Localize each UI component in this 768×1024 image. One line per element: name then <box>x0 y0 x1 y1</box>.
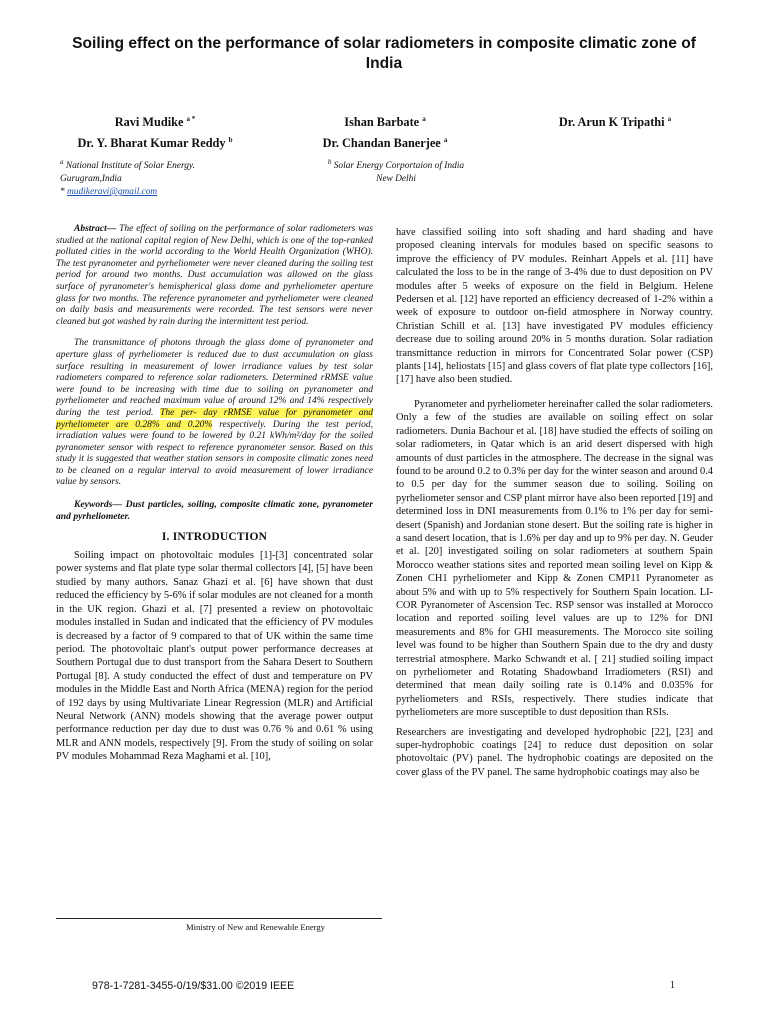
paper-title: Soiling effect on the performance of solar radiometers in composite climatic zone of India <box>72 35 696 72</box>
author-column-3 <box>520 110 710 131</box>
author-name: Dr. Y. Bharat Kumar Reddy <box>77 136 226 151</box>
section-heading: I. INTRODUCTION <box>161 531 268 544</box>
keywords-text: Dust particles, soiling, composite climatic zone, pyranometer and pyrheliometer. <box>56 499 373 523</box>
author-affil-marker: a <box>422 115 426 123</box>
author-entry <box>60 131 250 152</box>
affiliation-a-line2: Gurugram,India <box>60 174 122 185</box>
affiliation-b-line1 <box>296 156 496 173</box>
body-paragraph-2: Pyranometer and pyrheliometer hereinafter called the solar radiometers. Only a few of the studies are available on soiling effect on solar radiometers. Dunia Bachour et al. [18] have studied the effects of soiling on solar radiometers, in Qatar which is an arid desert dispersed with high amounts of dust particles in the atmosphere. The decrease in the signal was found to be around 0.2 to 0.3% per day for the winter season and around 0.4 to 0.5 per day for the summer season due to soiling. Soiling on pyrheliometer sensor and CSP plant mirror have also been reported [19] and determined loss in DNI measurements from 0.1% to 1% per day for semi-desert (Spanish) and Jordanian stone desert. But the soiling rate is higher in a sand desert location, that is 1.6% per day and up to 9% per day. N. Geuder et al. [20] investigated soiling on solar radiometers at southern Spain Morocco weather stations sites and reported mean soiling level on Kipp & Zonen CH1 pyrheliometer and Kipp & Zonen CMP11 Pyranometer as about 5% and with up to 5% respectively for Southern Spain location. LI-COR Pyranometer of Ascension Tec. RSP sensor was installed at Morocco location and reported soiling level values are up to 12% for DNI measurements and 8% for GHI measurements. The Morocco site soiling level was found to be higher than Southern Spain due to the dry and dusty terrestrial atmosphere. Marko Schwandt et al. [ 21] studied soiling impact on pyrheliometer and Rotating Shadowband Irradiometers (RSI) and determined that mean daily soiling rate is 0.14% and 0.035% for pyrheliometers and RSIs, respectively. There studies indicate that pyrheliometers are more susceptible to dust deposition than RSIs. <box>396 398 713 719</box>
affil-text: National Institute of Solar Energy. <box>65 161 195 172</box>
author-affil-marker: b <box>228 136 233 145</box>
keywords <box>56 499 373 523</box>
author-entry <box>290 131 480 152</box>
body-paragraph-3: Researchers are investigating and developed hydrophobic [22], [23] and super-hydrophobic coatings [24] to reduce dust deposition on solar photovoltaic (PV) panel. The hydrophobic coatings are deposited on the cover glass of the PV panel. The same hydrophobic coatings may also be <box>396 726 713 778</box>
author-name: Ishan Barbate <box>344 115 420 130</box>
author-entry <box>290 110 480 131</box>
intro-paragraph: Soiling impact on photovoltaic modules [1]-[3] concentrated solar power systems and flat plate type solar thermal collectors [4], [5] have been studied by many authors. Sanaz Ghazi et al. [6] have shown that dust reduced the efficiency by 5-6% if solar modules are not cleaned for a month in the UK region. Ghazi et al. [7] presented a review on photovoltaic modules installed in Sudan and indicated that the efficiency of PV modules is decreased by a factor of 9 compared to that of UK within the same time period. The photovoltaic plant's output power performance decreases at Southern Portugal due to dust transport from the Sahara Desert to Southern Portugal [8]. A study conducted the effect of dust and temperature on PV modules in the Middle East and North Africa (MENA) region for the period of 192 days by using Multivariate Linear Regression (MLR) and Artificial Neural Network (ANN) models showing that the average power output performance reduction per day due to dust was 0.76 % and 0.61 % using MLR and ANN models, respectively [9]. From the study of soiling on solar PV modules Mohammad Reza Maghami et al. [10], <box>56 550 373 763</box>
funding-footnote: Ministry of New and Renewable Energy <box>186 922 325 932</box>
footnote-divider <box>56 918 382 919</box>
author-affil-marker: a <box>443 136 448 145</box>
abstract-text: The transmittance of photons through the glass dome of pyranometer and aperture glass of pyrheliometer is reduced due to dust accumulation on glass surface resulting in measurement of lower irradiance values by test solar radiometers compared to reference solar radiometers. Determined rRMSE value were found to be increasing with time due to soiling on pyranometer and pyrheliometer and reached maximum value of around 12% and 14% respectively during the test period. <box>56 338 373 418</box>
highlighted-text: The per- day rRMSE value for pyranometer and pyrheliometer are 0.28% and 0.20% <box>56 407 373 430</box>
affiliation-b <box>296 156 496 186</box>
author-affil-marker: a * <box>186 115 196 123</box>
author-column-2 <box>290 110 480 152</box>
affiliation-b-line2: New Delhi <box>376 174 416 185</box>
left-column <box>56 224 373 764</box>
copyright-line: 978-1-7281-3455-0/19/$31.00 ©2019 IEEE <box>92 980 295 992</box>
abstract-text: respectively. During the test period, irradiation values were found to be lowered by 0.21 kWh/m²/day for the soiled pyranometer sensor with respect to reference pyranometer sensor. Based on this study it is suggested that weather station sensors in composite climatic zones need to be cleaned on a regular interval to avoid measurement of lower irradiance value by sensors. <box>56 419 373 488</box>
affiliation-a <box>60 156 260 199</box>
author-column-1 <box>60 110 250 152</box>
body-paragraph-1: have classified soiling into soft shading and hard shading and have proposed cleaning intervals for modules based on specific seasons to improve the efficiency of PV modules. Reinhart Appels et al. [11] have calculated the loss to be in the range of 3-4% due to dust deposition on PV modules after 5 weeks of exposure on the field in Belgium. Helene Pedersen et al. [12] have reported an efficiency decreased of 1-2% within a week of exposure to outdoor on-field atmosphere in Norway country. Christian Schill et al. [13] have investigated PV modules efficiency decrease due to soiling around 20% in 5 months duration. Solar radiation transmittance reduction in mirrors for Concentrated Solar power (CSP) plants [14], heliostats [15] and glass covers of flat plate type collectors [16], [17] have also been studied. <box>396 227 713 386</box>
author-entry <box>60 110 250 131</box>
author-name: Dr. Chandan Banerjee <box>322 136 441 151</box>
abstract <box>56 224 373 489</box>
affil-marker: b <box>327 158 332 166</box>
email-line <box>60 186 260 199</box>
page-number: 1 <box>670 980 675 991</box>
author-entry <box>520 110 710 131</box>
affil-text: Solar Energy Corportaion of India <box>333 161 465 172</box>
author-affil-marker: a <box>667 115 672 123</box>
author-name: Ravi Mudike <box>114 115 184 130</box>
affiliation-a-line1 <box>60 156 260 173</box>
right-column <box>396 226 713 779</box>
affil-marker: a <box>60 158 64 166</box>
abstract-label: Abstract— <box>74 224 117 234</box>
abstract-paragraph-2 <box>56 338 373 489</box>
abstract-text: The effect of soiling on the performance of solar radiometers was studied at the national capital region of New Delhi, which is one of the top-ranked polluted cities in the world according to the World Health Organization (WHO). The test pyranometer and pyrheliometer were never cleaned during the soiling test period for around two months. Dust accumulation was allowed on the glass surface of pyranometer's hemispherical glass dome and pyrheliometer aperture glass for two months. The reference pyranometer and pyrheliometer were cleaned on daily basis and measurements were recorded. The test sensors were never cleaned but got washed by rain during the intermittent test period. <box>56 224 374 327</box>
abstract-paragraph-1 <box>56 224 373 328</box>
email-link[interactable]: mudikeravi@gmail.com <box>67 187 158 198</box>
keywords-label: Keywords— <box>74 499 122 511</box>
author-name: Dr. Arun K Tripathi <box>558 115 665 130</box>
email-marker: * <box>60 187 65 198</box>
